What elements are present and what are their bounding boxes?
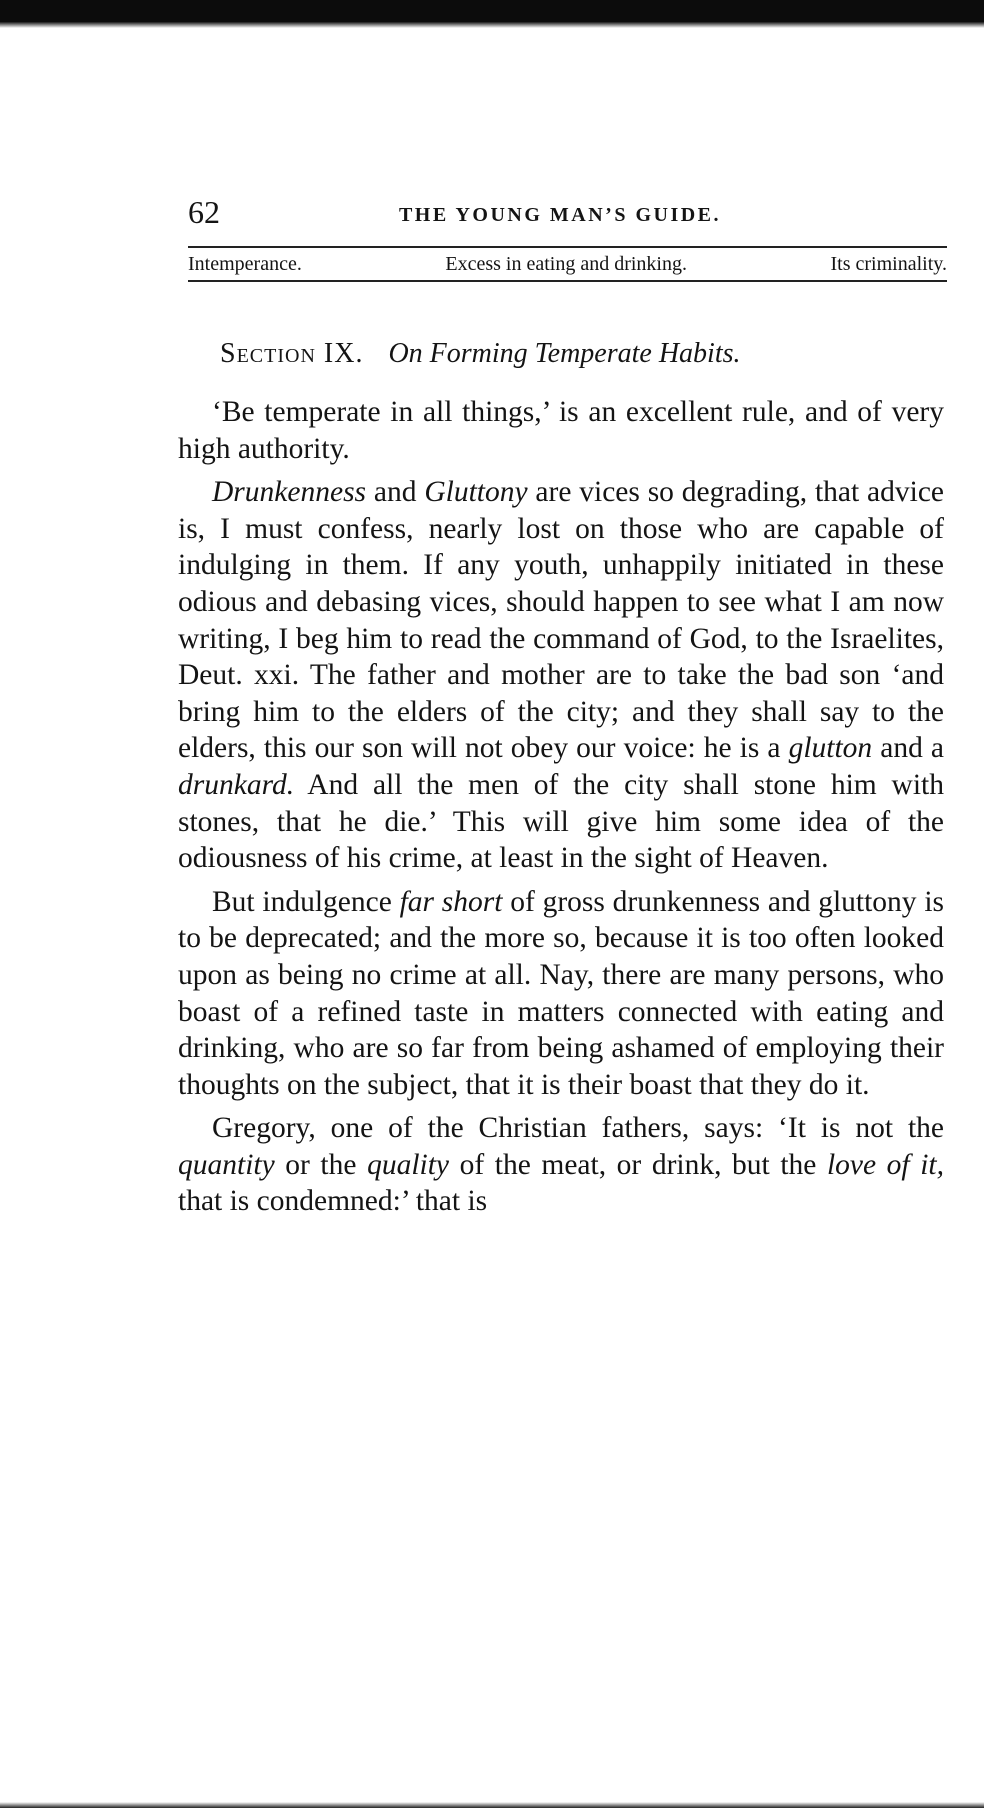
p2-text-4: And all the men of the city shall stone him with stones, that he die.’ This will give him some idea of the odiousness of his crime, at least in the sight of Heaven. (178, 768, 944, 875)
running-head (170, 190, 950, 246)
p2-em-drunkard: drunkard. (178, 768, 295, 801)
p3-text-2: of gross drunkenness and gluttony is to be deprecated; and the more so, because it is too often looked upon as being no crime at all. Nay, there are many persons, who boast of a refined taste in matters connected with eating and drinking, who are so far from being ashamed of employing their thoughts on the subject, that it is their boast that they do it. (178, 885, 945, 1101)
book-page (170, 190, 950, 1630)
p2-text-3: and a (872, 732, 945, 765)
body-text (178, 394, 944, 1220)
p4-text-1: Gregory, one of the Christian fathers, says: ‘It is not the (212, 1112, 944, 1145)
section-title: On Forming Temperate Habits. (388, 338, 741, 369)
p3-text-1: But indulgence (212, 885, 400, 918)
p4-text-2: or the (274, 1148, 368, 1181)
section-label: Section IX. (220, 338, 364, 369)
p4-em-love-of-it: love of it, (826, 1148, 944, 1181)
paragraph-2 (178, 474, 944, 877)
topic-intemperance: Intemperance. (188, 253, 302, 275)
p4-em-quality: quality (367, 1148, 449, 1181)
p2-text-2: are vices so degrading, that advice is, I must confess, nearly lost on those who are capable of indulging in them. If any youth, unhappily initiated in these odious and debasing vices, should happen to see what I am now writing, I beg him to read the command of God, to the Israelites, Deut. xxi. The father and mother are to take the bad son ‘and bring him to the elders of the city; and they shall say to the elders, this our son will not obey our voice: he is a (178, 476, 944, 765)
paragraph-1: ‘Be temperate in all things,’ is an excellent rule, and of very high authority. (178, 396, 944, 465)
book-title: THE YOUNG MAN’S GUIDE. (398, 204, 722, 226)
section-heading (220, 336, 950, 372)
p4-text-4: that is condemned:’ that is (178, 1185, 488, 1218)
p3-em-far-short: far short (399, 885, 503, 918)
scan-top-border (0, 0, 984, 22)
p2-em-drunkenness: Drunkenness (212, 476, 367, 509)
paragraph-4 (178, 1110, 944, 1220)
header-rule-bottom (188, 280, 947, 282)
p2-em-glutton: glutton (788, 732, 873, 765)
p4-text-3: of the meat, or drink, but the (449, 1148, 827, 1181)
topic-line (188, 248, 947, 276)
page-number: 62 (188, 194, 220, 230)
topic-criminality: Its criminality. (830, 253, 947, 275)
p2-text-1: and (366, 476, 425, 509)
scan-top-shadow (0, 22, 984, 28)
paragraph-3 (178, 884, 944, 1104)
p4-em-quantity: quantity (178, 1148, 275, 1181)
p2-em-gluttony: Gluttony (424, 476, 528, 509)
topic-excess: Excess in eating and drinking. (445, 253, 687, 275)
scan-bottom-edge (0, 1802, 984, 1808)
